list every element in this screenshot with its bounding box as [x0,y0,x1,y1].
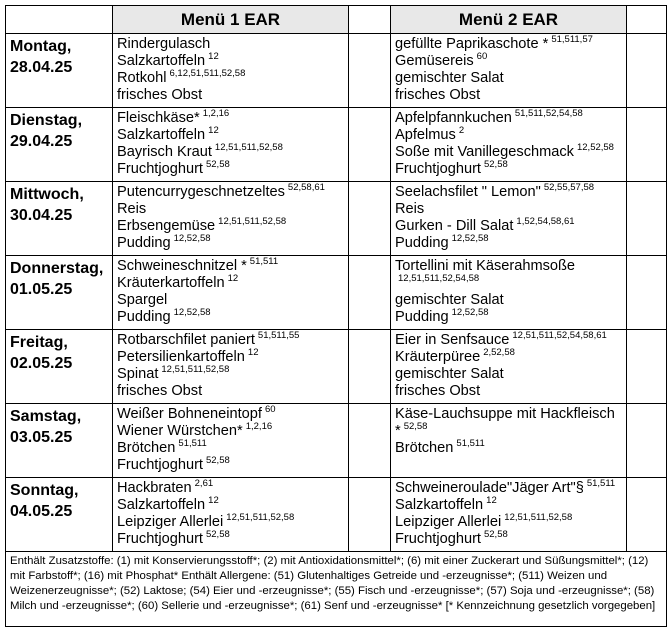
dish-name: Gemüsereis [395,53,474,69]
dish-name: Wiener Würstchen* [117,423,243,439]
dish-line [117,144,346,161]
menu2-cell [391,108,627,182]
dish-name: Salzkartoffeln [117,127,206,143]
menu1-cell [113,478,349,552]
dish-line [117,531,346,548]
menu1-header: Menü 1 EAR [113,6,349,34]
menu2-extra-cell [627,182,667,256]
allergen-codes: 1,52,54,58,61 [516,216,575,228]
footer-row [6,552,667,627]
menu1-extra-cell [349,330,391,404]
dish-name: Tortellini mit Käserahmsoße [395,258,576,274]
dish-line [117,349,346,366]
dish-line [395,514,624,531]
dish-name: Reis [117,201,147,217]
dish-name: Fruchtjoghurt [117,457,203,473]
dish-name: Apfelmus [395,127,456,143]
dish-line [395,531,624,548]
menu2-cell [391,34,627,108]
dish-name: Salzkartoffeln [395,497,484,513]
dish-line [395,406,624,423]
menu2-extra-cell [627,330,667,404]
dish-line [395,235,624,252]
allergen-codes: 1,2,16 [202,108,230,120]
allergen-codes: 12,51,511,52,58 [218,216,287,228]
day-cell [6,108,113,182]
dish-name: Brötchen [395,440,454,456]
allergen-codes: 52,58 [483,529,508,541]
dish-name: Spinat [117,366,159,382]
allergen-codes: 12 [208,495,219,507]
allergen-codes: 12 [247,347,259,359]
dish-line [117,406,346,423]
day-cell [6,182,113,256]
dish-line [395,366,624,383]
dish-name: Pudding [117,309,171,325]
day-cell [6,330,113,404]
day-name: Sonntag, [10,482,79,499]
menu1-extra-cell [349,404,391,478]
dish-name: gefüllte Paprikaschote * [395,36,549,52]
header-blank-cell [6,6,113,34]
dish-line [117,366,346,383]
allergen-codes: 51,511 [178,438,207,450]
menu1-extra-cell [349,182,391,256]
dish-name: Spargel [117,292,168,308]
menu2-cell [391,256,627,330]
dish-name: * [395,423,401,439]
menu1-cell [113,108,349,182]
menu1-cell [113,34,349,108]
dish-name: Salzkartoffeln [117,497,206,513]
dish-name: Pudding [117,235,171,251]
allergen-codes: 1,2,16 [245,421,273,433]
dish-name: Putencurrygeschnetzeltes [117,184,285,200]
menu2-extra-cell [627,256,667,330]
allergen-codes: 60 [476,51,488,63]
allergen-codes: 12,52,58 [576,142,614,154]
dish-line [117,332,346,349]
dish-name: Fleischkäse* [117,110,200,126]
day-row [6,478,667,552]
allergen-codes: 12,51,511,52,58 [226,512,295,524]
dish-line [395,144,624,161]
dish-name: Schweineroulade"Jäger Art"§ [395,480,584,496]
allergen-codes: 2,52,58 [483,347,515,359]
allergen-codes: 2,61 [194,478,214,490]
dish-name: frisches Obst [117,87,203,103]
menu2-extra-cell [627,108,667,182]
dish-name: frisches Obst [117,383,203,399]
dish-line [395,161,624,178]
dish-name: gemischter Salat [395,70,504,86]
dish-name: Pudding [395,235,449,251]
dish-line [395,383,624,400]
dish-name: Leipziger Allerlei [117,514,224,530]
day-date: 29.04.25 [10,133,73,150]
allergen-codes: 12,51,511,52,54,58 [398,273,480,285]
dish-line [395,87,624,104]
menu2-cell [391,404,627,478]
allergen-codes: 51,511,57 [551,34,593,46]
dish-name: Kräuterpüree [395,349,481,365]
dish-name: Rotbarschfilet paniert [117,332,255,348]
menu1-extra-cell [349,34,391,108]
allergen-codes: 6,12,51,511,52,58 [169,68,246,80]
day-name: Donnerstag, [10,260,104,277]
allergen-codes: 12,51,511,52,58 [504,512,573,524]
dish-name: Leipziger Allerlei [395,514,502,530]
dish-name: Apfelpfannkuchen [395,110,512,126]
menu1-cell [113,330,349,404]
menu1-cell [113,256,349,330]
menu1-extra-cell [349,108,391,182]
dish-name: Hackbraten [117,480,192,496]
dish-name: Erbsengemüse [117,218,216,234]
allergen-codes: 51,511 [249,256,279,268]
dish-line [395,423,624,440]
dish-name: Petersilienkartoffeln [117,349,245,365]
day-name: Montag, [10,38,72,55]
dish-line [117,184,346,201]
menu2-extra-cell [627,34,667,108]
dish-name: frisches Obst [395,87,481,103]
allergen-codes: 12,51,511,52,58 [214,142,283,154]
header-row [6,6,667,34]
weekly-menu-table [5,5,667,627]
dish-line [117,218,346,235]
dish-name: Seelachsfilet " Lemon" [395,184,541,200]
day-name: Dienstag, [10,112,83,129]
dish-line [395,292,624,309]
day-cell [6,256,113,330]
dish-line [117,383,346,400]
allergen-codes: 12 [208,51,219,63]
allergen-codes: 12 [227,273,239,285]
menu1-extra-cell [349,478,391,552]
dish-line [395,110,624,127]
day-row [6,256,667,330]
dish-name: gemischter Salat [395,366,504,382]
allergen-codes: 12,51,511,52,58 [161,364,230,376]
dish-line [395,70,624,87]
day-date: 02.05.25 [10,355,73,372]
day-name: Freitag, [10,334,68,351]
allergen-codes: 12,52,58 [451,307,489,319]
allergen-codes: 12,52,58 [451,233,489,245]
day-date: 04.05.25 [10,503,73,520]
header-end-cell [627,6,667,34]
dish-line [117,275,346,292]
dish-name: Fruchtjoghurt [395,531,481,547]
allergen-legend: Enthält Zusatzstoffe: (1) mit Konservierungsstoff*; (2) mit Antioxidationsmittel*; (6) mit einer Zuckerart und Süßungsmittel*; (12) mit Farbstoff*; (16) mit Phosphat* Enthält Allergene: (51) Glutenhaltiges Getreide und -erzeugnisse*; (511) Weizen und Weizenerzeugnisse*; (52) Laktose; (54) Eier und -erzeugnisse*; (55) Fisch und -erzeugnisse*; (57) Soja und -erzeugnisse*; (58) Milch und -erzeugnisse*; (60) Sellerie und -erzeugnisse*; (61) Senf und -erzeugnisse* [* Kennzeichnung gesetzlich vorgegeben] [6,552,667,627]
dish-line [117,480,346,497]
menu1-extra-cell [349,256,391,330]
dish-line [395,53,624,70]
dish-name: Brötchen [117,440,176,456]
allergen-codes: 51,511,55 [257,330,300,342]
menu2-header: Menü 2 EAR [391,6,627,34]
dish-name: Rindergulasch [117,36,211,52]
allergen-codes: 52,58 [205,455,230,467]
menu2-cell [391,478,627,552]
dish-line [117,161,346,178]
day-cell [6,404,113,478]
dish-name: frisches Obst [395,383,481,399]
allergen-codes: 51,511 [586,478,616,490]
dish-line [117,70,346,87]
dish-line [117,309,346,326]
menu2-extra-cell [627,404,667,478]
dish-line [117,36,346,53]
dish-line [395,36,624,53]
allergen-codes: 52,55,57,58 [543,182,595,194]
dish-name: Gurken - Dill Salat [395,218,514,234]
day-date: 30.04.25 [10,207,73,224]
dish-name: Pudding [395,309,449,325]
dish-line [117,87,346,104]
dish-line [395,184,624,201]
dish-name: Schweineschnitzel * [117,258,247,274]
day-row [6,34,667,108]
dish-line [117,457,346,474]
header-gap-cell [349,6,391,34]
dish-name: Fruchtjoghurt [117,531,203,547]
day-row [6,182,667,256]
day-date: 03.05.25 [10,429,73,446]
dish-line [395,218,624,235]
dish-line [117,514,346,531]
dish-name: Kräuterkartoffeln [117,275,225,291]
allergen-codes: 52,58 [483,159,508,171]
dish-name: Salzkartoffeln [117,53,206,69]
dish-name: Soße mit Vanillegeschmack [395,144,574,160]
day-name: Samstag, [10,408,82,425]
dish-name: Weißer Bohneneintopf [117,406,262,422]
dish-line [395,480,624,497]
dish-name: Bayrisch Kraut [117,144,212,160]
dish-name: Käse-Lauchsuppe mit Hackfleisch [395,406,615,422]
dish-name: Rotkohl [117,70,167,86]
allergen-codes: 52,58,61 [287,182,325,194]
allergen-codes: 52,58 [205,529,230,541]
dish-line [395,309,624,326]
dish-line [117,423,346,440]
menu2-cell [391,330,627,404]
allergen-codes: 12,51,511,52,54,58,61 [512,330,607,342]
allergen-codes: 2 [458,125,465,137]
allergen-codes: 12,52,58 [173,233,211,245]
day-date: 01.05.25 [10,281,73,298]
allergen-codes: 60 [264,404,276,416]
allergen-codes: 51,511 [456,438,485,450]
dish-name: Eier in Senfsauce [395,332,510,348]
allergen-codes: 52,58 [205,159,230,171]
allergen-codes: 12 [208,125,219,137]
dish-line [117,440,346,457]
day-date: 28.04.25 [10,59,73,76]
dish-line [395,440,624,457]
dish-name: Reis [395,201,425,217]
menu2-extra-cell [627,478,667,552]
day-cell [6,34,113,108]
allergen-codes: 12,52,58 [173,307,211,319]
menu1-cell [113,182,349,256]
day-name: Mittwoch, [10,186,84,203]
dish-line [395,275,624,292]
dish-line [395,201,624,218]
day-cell [6,478,113,552]
menu1-cell [113,404,349,478]
menu2-cell [391,182,627,256]
day-row [6,108,667,182]
dish-line [117,235,346,252]
dish-name: gemischter Salat [395,292,504,308]
allergen-codes: 12 [486,495,497,507]
day-row [6,330,667,404]
allergen-codes: 51,511,52,54,58 [514,108,583,120]
allergen-codes: 52,58 [403,421,428,433]
day-row [6,404,667,478]
dish-name: Fruchtjoghurt [395,161,481,177]
dish-line [395,349,624,366]
dish-name: Fruchtjoghurt [117,161,203,177]
dish-line [117,292,346,309]
dish-line [117,110,346,127]
